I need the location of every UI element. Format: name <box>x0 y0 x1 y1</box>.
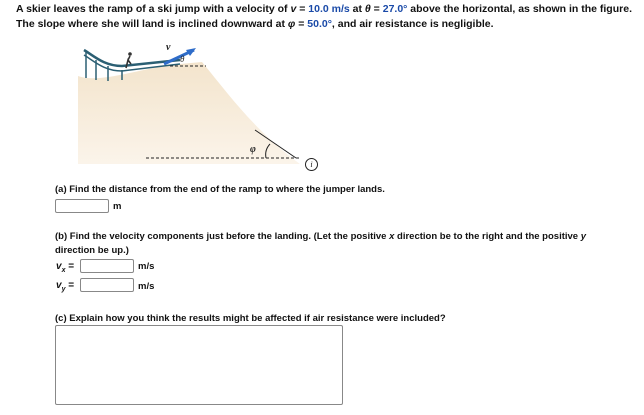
part-a-answer-input[interactable] <box>55 199 109 213</box>
velocity-arrowhead <box>186 48 196 56</box>
phi-value: 50.0° <box>307 18 332 30</box>
info-icon[interactable]: i <box>305 158 318 171</box>
vx-answer-input[interactable] <box>80 259 134 273</box>
theta-label: θ <box>180 54 185 64</box>
part-a-question: (a) Find the distance from the end of the ramp to where the jumper lands. <box>55 184 385 195</box>
problem-statement <box>16 2 636 32</box>
part-c-question: (c) Explain how you think the results might be affected if air resistance were included? <box>55 313 446 324</box>
vx-label: $v_x$ = <box>56 261 75 274</box>
ski-jump-figure <box>70 36 310 166</box>
part-a-unit: m <box>113 201 122 212</box>
skier-head <box>128 52 132 56</box>
vx-unit: m/s <box>138 261 155 272</box>
velocity-value: 10.0 m/s <box>308 3 350 15</box>
problem-line-1: A skier leaves the ramp of a ski jump with a velocity of v = 10.0 m/s at θ = 27.0° above the horizontal, as shown in the figure. <box>16 3 632 15</box>
part-b-question: (b) Find the velocity components just before the landing. (Let the positive x direction be to the right and the positive y direction be up.) <box>55 231 587 256</box>
theta-value: 27.0° <box>382 3 408 15</box>
phi-label: φ <box>250 144 256 155</box>
vy-label: $v_y$ = <box>56 280 75 293</box>
vy-unit: m/s <box>138 281 155 292</box>
problem-line-2: The slope where she will land is inclined downward at φ = 50.0°, and air resistance is negligible. <box>16 18 494 30</box>
part-c-answer-textarea[interactable] <box>55 325 343 405</box>
vy-answer-input[interactable] <box>80 278 134 292</box>
velocity-label: v <box>166 42 171 53</box>
